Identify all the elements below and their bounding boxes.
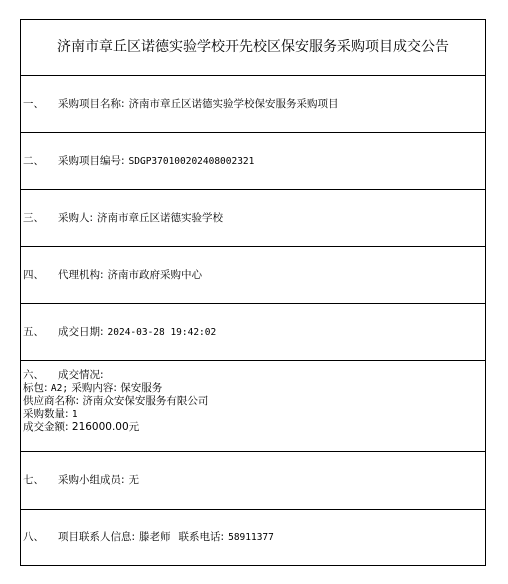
agency-row (21, 247, 485, 304)
agency-label: 代理机构: (58, 268, 104, 281)
committee-value: 无 (128, 474, 140, 486)
deal-details-label: 成交情况: (58, 369, 104, 381)
project-number-row (21, 133, 485, 190)
project-name-value: 济南市章丘区诺德实验学校保安服务采购项目 (128, 97, 339, 110)
quantity-label: 采购数量: (23, 408, 69, 420)
content-label: 采购内容: (71, 382, 117, 394)
project-name-label: 采购项目名称: (58, 97, 125, 110)
announcement-table (20, 19, 486, 566)
project-number-value: SDGP370100202408002321 (128, 155, 255, 167)
section-number: 八、 (23, 531, 44, 543)
lot-value: A2; (50, 383, 69, 394)
section-number: 三、 (23, 211, 44, 224)
deal-details-row (21, 361, 485, 452)
project-number-label: 采购项目编号: (58, 154, 125, 167)
section-number: 六、 (23, 369, 44, 381)
phone-label: 联系电话: (178, 531, 225, 543)
announcement-title (21, 20, 485, 76)
purchaser-value: 济南市章丘区诺德实验学校 (97, 211, 224, 224)
contact-person: 滕老师 (139, 531, 171, 543)
supplier-value: 济南众安保安服务有限公司 (82, 395, 209, 407)
deal-date-row (21, 304, 485, 361)
title-text: 济南市章丘区诺德实验学校开先校区保安服务采购项目成交公告 (57, 39, 449, 55)
amount-value: 216000.00元 (71, 421, 140, 433)
agency-value: 济南市政府采购中心 (107, 268, 203, 281)
purchaser-row (21, 190, 485, 247)
section-number: 四、 (23, 268, 44, 281)
content-value: 保安服务 (120, 382, 163, 394)
section-number: 二、 (23, 154, 44, 167)
amount-label: 成交金额: (23, 421, 69, 433)
project-name-row (21, 76, 485, 133)
supplier-label: 供应商名称: (23, 395, 80, 407)
section-number: 七、 (23, 474, 44, 486)
purchaser-label: 采购人: (58, 211, 94, 224)
section-number: 一、 (23, 97, 44, 110)
contact-label: 项目联系人信息: (58, 531, 136, 543)
section-number: 五、 (23, 325, 44, 338)
phone-value: 58911377 (228, 532, 274, 543)
deal-date-value: 2024-03-28 19:42:02 (107, 326, 217, 338)
contact-row (21, 510, 485, 565)
deal-date-label: 成交日期: (58, 325, 104, 338)
committee-row (21, 452, 485, 510)
quantity-value: 1 (71, 409, 78, 420)
committee-label: 采购小组成员: (58, 474, 125, 486)
lot-label: 标包: (23, 382, 48, 394)
